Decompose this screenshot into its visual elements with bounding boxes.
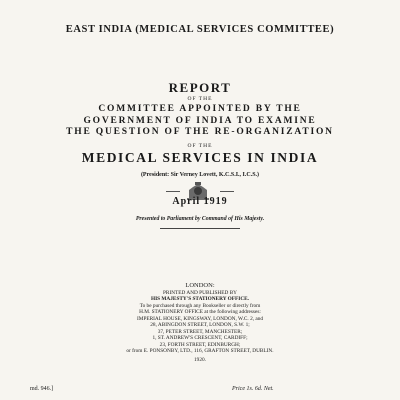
imprint-line: 37, PETER STREET, MANCHESTER; [157,328,243,335]
presented-line: Presented to Parliament by Command of His Majesty. [135,216,265,222]
command-number: md. 946.] [30,386,54,392]
of-the-connector: OF THE [187,96,213,102]
imprint-line: or from E. PONSONBY, LTD., 116, GRAFTON STREET, DUBLIN. [126,348,274,354]
imprint-line: IMPERIAL HOUSE, KINGSWAY, LONDON, W.C. 2, and [136,315,264,322]
imprint-line: 23, FORTH STREET, EDINBURGH; [159,341,241,348]
decorative-dash [166,191,180,192]
president-line: (President: Sir Verney Lovett, K.C.S.I., I.C.S.) [140,172,260,178]
committee-title-line: COMMITTEE APPOINTED BY THE [98,104,302,114]
decorative-dash [220,191,234,192]
committee-title-line: GOVERNMENT OF INDIA TO EXAMINE [83,115,317,126]
report-date: April 1919 [172,196,228,207]
committee-title-block [0,104,400,139]
imprint-line: PRINTED AND PUBLISHED BY [162,289,237,296]
publisher-imprint [0,283,400,363]
committee-title-line: THE QUESTION OF THE RE-ORGANIZATION [66,127,334,137]
imprint-year: 1920. [194,356,206,363]
imprint-publisher: HIS MAJESTY'S STATIONERY OFFICE. [150,296,250,302]
imprint-line: H.M. STATIONERY OFFICE at the following addresses: [139,309,261,315]
divider-rule [160,228,240,229]
subject-title: MEDICAL SERVICES IN INDIA [81,150,319,165]
of-the-connector: OF THE [187,143,213,149]
series-header: EAST INDIA (MEDICAL SERVICES COMMITTEE) [65,24,335,35]
imprint-place: LONDON: [185,282,215,289]
report-title: REPORT [168,80,232,95]
price: Price 1s. 6d. Net. [232,386,274,392]
imprint-line: 28, ABINGDON STREET, LONDON, S.W. 1; [150,322,250,328]
imprint-line: To be purchased through any Bookseller or directly from [139,302,261,309]
imprint-line: 1, ST. ANDREW'S CRESCENT, CARDIFF; [152,335,248,341]
